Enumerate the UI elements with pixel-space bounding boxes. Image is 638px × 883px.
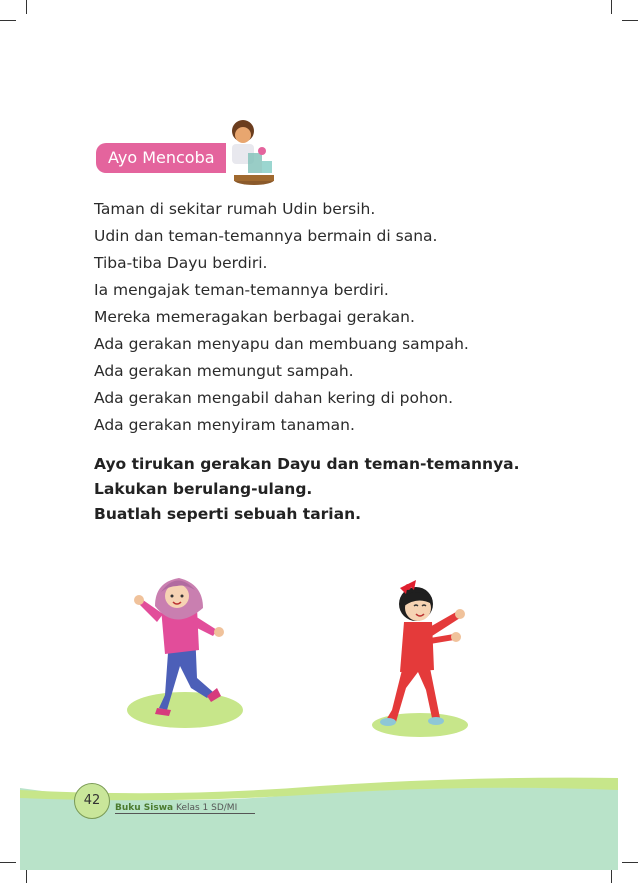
story-line: Ada gerakan menyapu dan membuang sampah. <box>94 335 469 353</box>
story-line: Ada gerakan mengabil dahan kering di pohon. <box>94 389 454 407</box>
story-line: Tiba-tiba Dayu berdiri. <box>94 254 268 272</box>
crop-mark <box>26 0 27 14</box>
section-badge: Ayo Mencoba <box>96 143 226 173</box>
crop-mark <box>611 0 612 14</box>
boy-experiment-illustration <box>218 117 278 187</box>
story-line: Ada gerakan memungut sampah. <box>94 362 354 380</box>
crop-mark <box>622 20 638 21</box>
story-line: Udin dan teman-temannya bermain di sana. <box>94 227 438 245</box>
instruction-line: Lakukan berulang-ulang. <box>94 480 313 498</box>
book-title: Buku Siswa <box>115 803 174 813</box>
page-number: 42 <box>74 783 110 819</box>
red-dress-girl-dancing-illustration <box>360 570 480 740</box>
book-label <box>115 803 255 814</box>
story-line: Ia mengajak teman-temannya berdiri. <box>94 281 389 299</box>
book-grade: Kelas 1 SD/MI <box>175 803 238 813</box>
instruction-line: Buatlah seperti sebuah tarian. <box>94 505 361 523</box>
instruction-line: Ayo tirukan gerakan Dayu dan teman-temannya. <box>94 455 520 473</box>
instructions <box>94 452 574 527</box>
story-line: Taman di sekitar rumah Udin bersih. <box>94 200 376 218</box>
footer-wave <box>20 770 618 870</box>
crop-mark <box>26 869 27 883</box>
hijab-girl-dancing-illustration <box>125 570 245 730</box>
story-line: Mereka memeragakan berbagai gerakan. <box>94 308 415 326</box>
story-line: Ada gerakan menyiram tanaman. <box>94 416 355 434</box>
crop-mark <box>0 20 16 21</box>
story-text <box>94 196 564 439</box>
crop-mark <box>622 862 638 863</box>
crop-mark <box>611 869 612 883</box>
crop-mark <box>0 862 16 863</box>
